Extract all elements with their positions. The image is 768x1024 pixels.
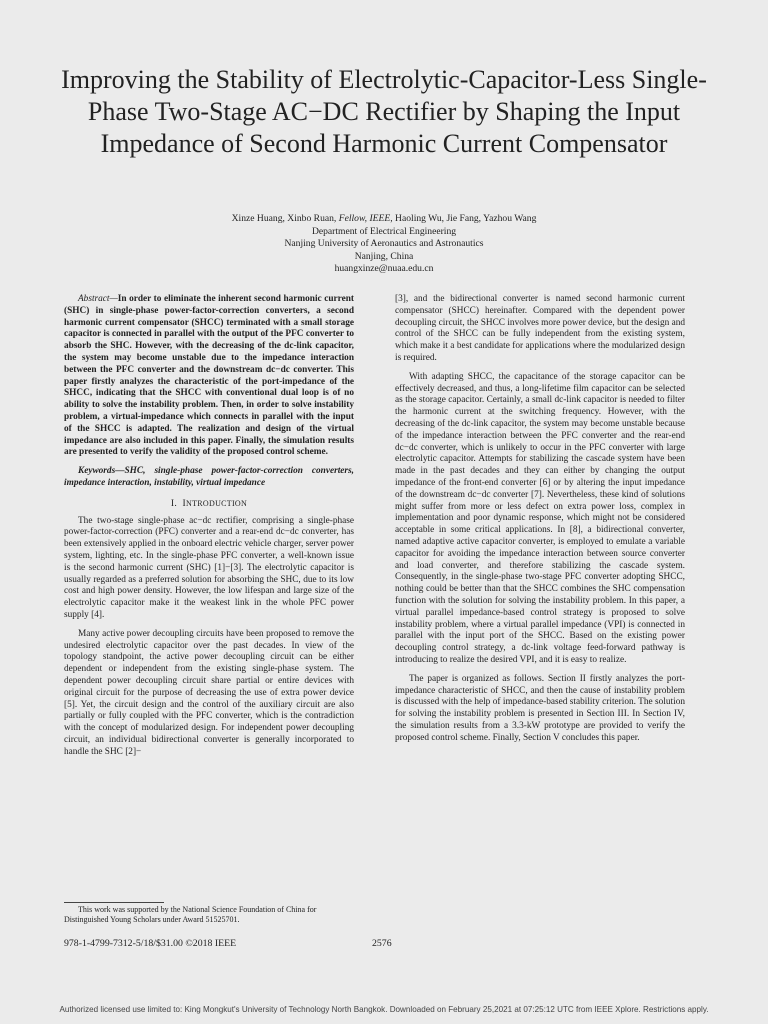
license-notice: Authorized licensed use limited to: King Mongkut's University of Technology North Bangkok. Downloaded on February 25,2021 at 07:25:12 UTC from IEEE Xplore. Restrictions apply. [59, 1005, 709, 1014]
author-names: Xinze Huang, Xinbo Ruan, Fellow, IEEE, Haoling Wu, Jie Fang, Yazhou Wang [231, 213, 537, 224]
left-paragraph-1: The two-stage single-phase ac−dc rectifier, comprising a single-phase power-factor-correction (PFC) converter and a rear-end dc−dc converter, has been extensively applied in the onboard electric vehicle charger, server power system, lighting, etc. In the single-phase PFC converter, a well-known issue is the second harmonic current (SHC) [1]−[3]. The electrolytic capacitor is usually regarded as a preferred solution for absorbing the SHC, due to its low cost and high power density. However, the low lifespan and large size of the electrolytic capacitor make it the weakest link in the whole PFC power supply [4]. [64, 515, 354, 620]
left-paragraph-2: Many active power decoupling circuits have been proposed to remove the undesired electrolytic capacitor over the past decades. In view of the topology standpoint, the active power decoupling circuit can be either dependent or independent from the existing single-phase system. The dependent power decoupling circuit share partial or entire devices with original circuit for the purpose of decreasing the use of extra power device [5]. Yet, the circuit design and the control of the auxiliary circuit are also partially or fully coupled with the PFC converter, which is the contradiction with the concept of modularized design. For independent power decoupling circuit, an individual bidirectional converter is generally incorporated to handle the SHC [2]− [64, 628, 354, 757]
author-city: Nanjing, China [354, 250, 414, 262]
section-heading-introduction: I. INTRODUCTION [170, 497, 248, 509]
right-column [395, 294, 685, 751]
footnote-divider [64, 902, 164, 903]
right-paragraph-3: The paper is organized as follows. Section II firstly analyzes the port-impedance characteristic of SHCC, and then the cause of instability problem is discussed with the help of impedance-based stability criterion. The solution for solving the instability problem is presented in Section III. In Section IV, the simulation results from a 3.3-kW prototype are provided to verify the proposed control scheme. Finally, Section V concludes this paper. [395, 673, 685, 743]
abstract: Abstract—In order to eliminate the inherent second harmonic current (SHC) in single-phase power-factor-correction converters, a second harmonic current compensator (SHCC) terminated with a small storage capacitor is connected in parallel with the output of the PFC converter to absorb the SHC. However, with the decreasing of the dc-link capacitor, the system may become unstable due to the impedance interaction between the PFC converter and the downstream dc−dc converter. This paper firstly analyzes the characteristic of the port-impedance of the SHCC, indicating that the SHCC with conventional dual loop is of no ability to solve the instability problem. Then, in order to solve instability problem, a virtual-impedance which connects in parallel with the input of the SHCC is adapted. The realization and design of the virtual impedance are also included in this paper. Finally, the simulation results are presented to verify the validity of the proposed control scheme. [64, 294, 354, 458]
page-number: 2576 [372, 938, 392, 949]
author-university: Nanjing University of Aeronautics and Astronautics [284, 238, 484, 249]
author-department: Department of Electrical Engineering [311, 225, 457, 237]
author-email: huangxinze@nuaa.edu.cn [334, 263, 434, 274]
isbn-identifier: 978-1-4799-7312-5/18/$31.00 ©2018 IEEE [64, 938, 237, 949]
keywords: Keywords—SHC, single-phase power-factor-correction converters, impedance interaction, instability, virtual impedance [64, 466, 354, 488]
right-paragraph-2: With adapting SHCC, the capacitance of the storage capacitor can be effectively decreased, and thus, a long-lifetime film capacitor can be selected as the storage capacitor. Certainly, a small dc-link capacitor is needed to filter the harmonic current at the switching frequency. However, with the decreasing of the dc-link capacitor, the system may become unstable because of the impedance interaction between the PFC converter and the rear-end dc−dc converter, which is unlikely to occur in the PFC converter with large electrolytic capacitor. Attempts for stabilizing the cascade system have been made in the past decades and they can either by changing the output impedance of the front-end converter [6] or by altering the input impedance of the downstream dc−dc converter [7]. Nevertheless, these kind of solutions might suffer from more or less defect on extra power loss, complex in implementation and poor dynamic response, which might not be considered acceptable in some critical applications. In [8], a bidirectional converter, named adaptive active capacitor converter, is employed to emulate a variable capacitor for avoiding the impedance interaction between source converter and load converter, and therefore stabilizing the cascade system. Consequently, in the single-phase two-stage PFC converter adopting SHCC, nothing could be better than that the SHCC combines the SHC compensation function with the solution for solving the instability problem. In this paper, a virtual parallel impedance-based control strategy is proposed to solve instability problem, where a virtual parallel impedance (VPI) is connected in parallel with the input port of the SHCC. Based on the existing power decoupling control strategy, a dc-link voltage feed-forward pathway is introducing to realize the desired VPI, and it is easy to realize. [395, 371, 685, 665]
author-block [120, 213, 648, 276]
right-paragraph-1: [3], and the bidirectional converter is named second harmonic current compensator (SHCC) hereinafter. Compared with the dependent power decoupling circuit, the SHCC involves more power device, but the design and control of the SHCC can be fully independent from the existing system, which make it a best candidate for applications where the modularized design is required. [395, 294, 685, 363]
footnote: This work was supported by the National Science Foundation of China for Distinguished Young Scholars under Award 51525701. [64, 905, 317, 924]
left-column [64, 294, 354, 765]
paper-title: Improving the Stability of Electrolytic-Capacitor-Less Single-Phase Two-Stage AC−DC Rectifier by Shaping the Input Impedance of Second Harmonic Current Compensator [61, 65, 707, 158]
